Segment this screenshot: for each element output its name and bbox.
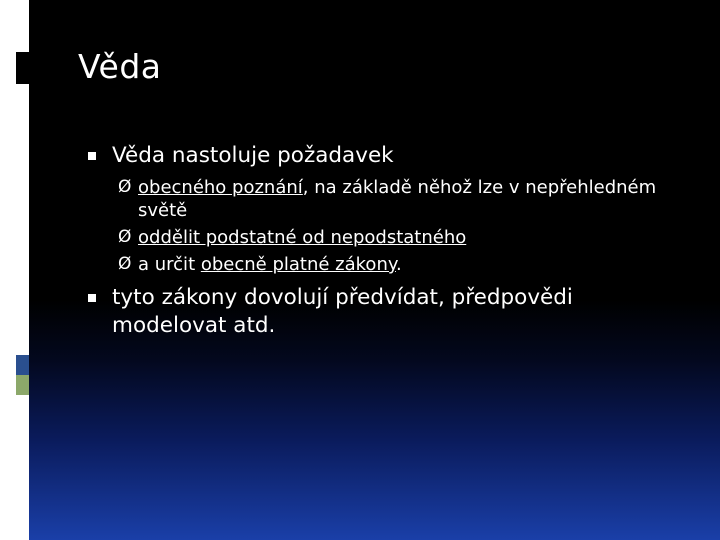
square-bullet-icon (88, 152, 96, 160)
decor-mark-green (16, 375, 29, 395)
bullet-item (88, 142, 688, 170)
arrow-bullet-icon: Ø (118, 177, 132, 197)
sub-bullet-text: , na základě něhož lze v nepřehledném světě (138, 177, 657, 221)
sub-bullet-list (88, 176, 688, 276)
sub-bullet-item (88, 226, 688, 249)
bullet-text: Věda nastoluje požadavek (112, 143, 394, 168)
sub-bullet-item (88, 176, 688, 222)
arrow-bullet-icon: Ø (118, 254, 132, 274)
bullet-item (88, 284, 688, 340)
slide-content (88, 142, 688, 346)
underlined-phrase: obecného poznání (138, 177, 303, 198)
decor-mark-top (16, 52, 29, 84)
sub-bullet-prefix: a určit (138, 254, 201, 275)
sub-bullet-item (88, 253, 688, 276)
slide-title: Věda (78, 47, 162, 86)
underlined-phrase: obecně platné zákony (200, 254, 396, 275)
underlined-phrase: oddělit podstatné od nepodstatného (138, 227, 467, 248)
arrow-bullet-icon: Ø (118, 227, 132, 247)
bullet-text: tyto zákony dovolují předvídat, předpovědi modelovat atd. (112, 285, 573, 338)
square-bullet-icon (88, 294, 96, 302)
sub-bullet-text: . (395, 254, 402, 275)
decor-mark-blue (16, 355, 29, 375)
